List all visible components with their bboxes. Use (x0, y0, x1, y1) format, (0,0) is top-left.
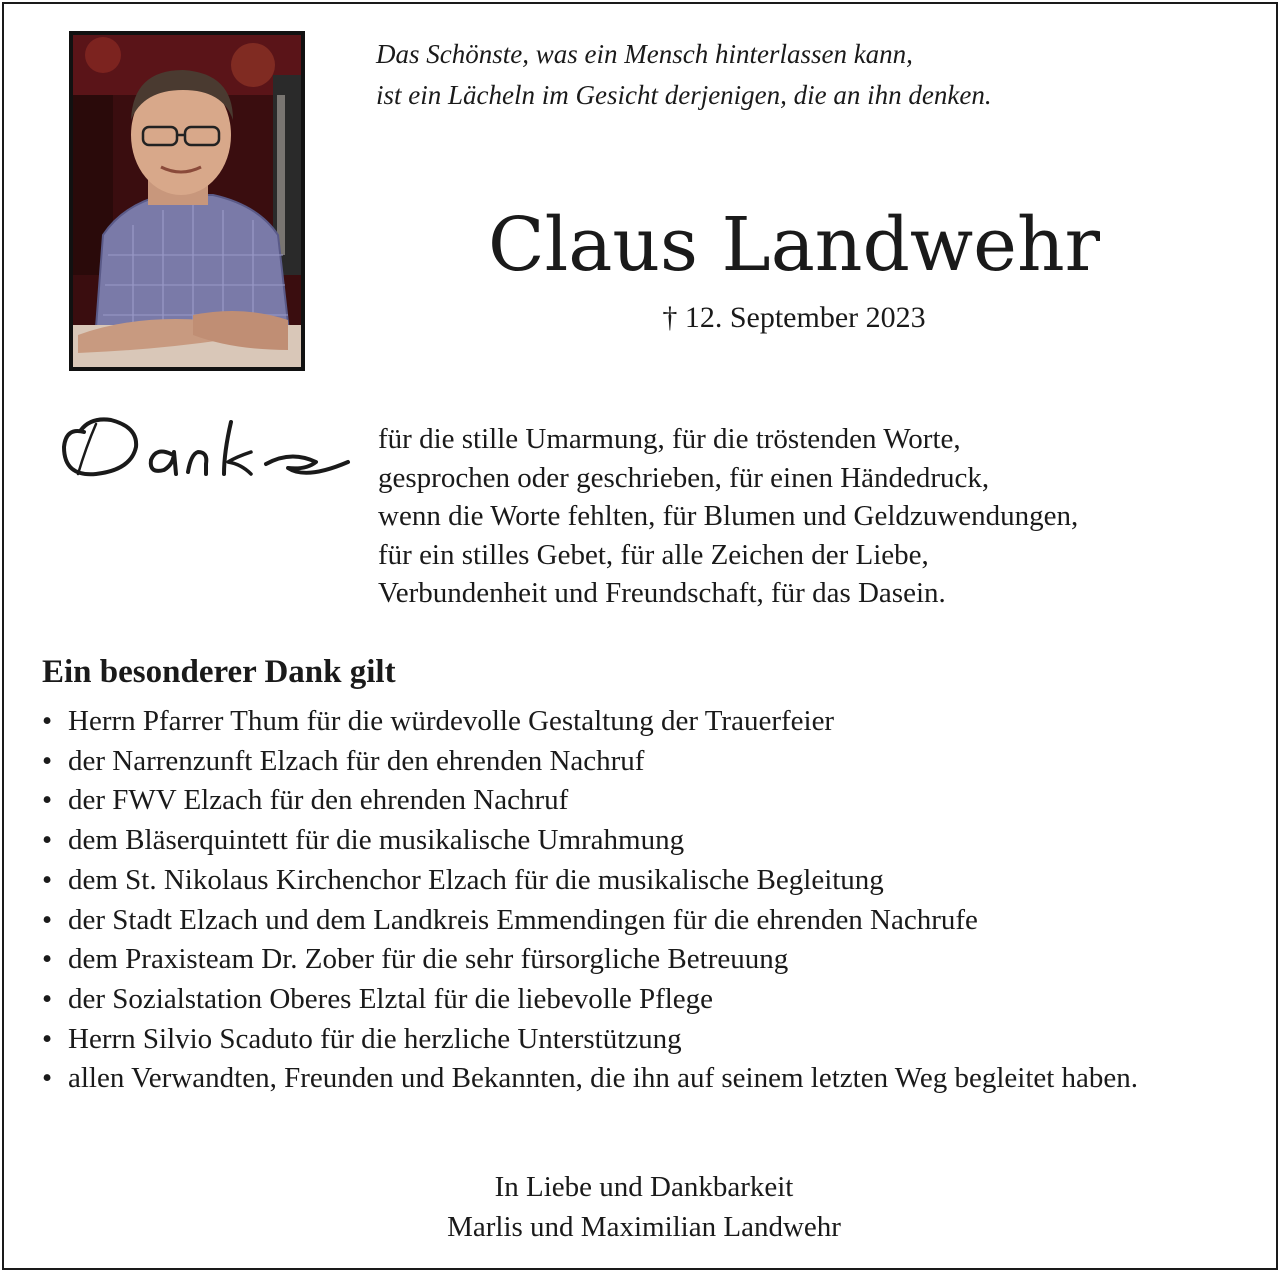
closing-line-1: In Liebe und Dankbarkeit (494, 1171, 794, 1203)
thanks-paragraph (378, 420, 1268, 613)
bullet-icon: • (42, 943, 53, 976)
list-item-text: allen Verwandten, Freunden und Bekannten, die ihn auf seinem letzten Weg begleitet haben. (68, 1062, 1139, 1095)
list-item (42, 980, 1252, 1020)
bullet-icon: • (42, 744, 53, 777)
list-item (42, 861, 1252, 901)
list-item (42, 742, 1252, 782)
special-thanks-list (42, 702, 1252, 1099)
thanks-line: für die stille Umarmung, für die tröstenden Worte, (378, 423, 961, 455)
thanks-line: für ein stilles Gebet, für alle Zeichen der Liebe, (378, 538, 929, 571)
thanks-line: Verbundenheit und Freundschaft, für das Dasein. (378, 577, 946, 609)
bullet-icon: • (42, 1062, 53, 1095)
list-item-text: dem Praxisteam Dr. Zober für die sehr fürsorgliche Betreuung (68, 943, 789, 976)
list-item-text: dem St. Nikolaus Kirchenchor Elzach für die musikalische Begleitung (68, 863, 884, 896)
list-item (42, 821, 1252, 861)
thanks-line: gesprochen oder geschrieben, für einen Händedruck, (378, 461, 990, 494)
bullet-icon: • (42, 824, 53, 857)
bullet-icon: • (42, 784, 53, 817)
list-item (42, 940, 1252, 980)
list-item (42, 901, 1252, 941)
list-item-text: der FWV Elzach für den ehrenden Nachruf (68, 784, 569, 817)
bullet-icon: • (42, 982, 53, 1015)
bullet-icon: • (42, 705, 53, 737)
bullet-icon: • (42, 1022, 53, 1055)
danke-script-graphic (56, 402, 356, 492)
deceased-name: Claus Landwehr (487, 202, 1101, 288)
memorial-quote (376, 34, 1236, 116)
list-item-text: Herrn Pfarrer Thum für die würdevolle Gestaltung der Trauerfeier (68, 705, 835, 737)
danke-handwritten-signature (56, 402, 356, 492)
list-item-text: der Sozialstation Oberes Elztal für die liebevolle Pflege (68, 982, 714, 1015)
closing-signature (244, 1167, 1044, 1247)
quote-line-1: Das Schönste, was ein Mensch hinterlassen kann, (376, 39, 913, 69)
portrait-image (73, 35, 301, 367)
list-item (42, 781, 1252, 821)
quote-line-2: ist ein Lächeln im Gesicht derjenigen, die an ihn denken. (376, 80, 992, 110)
list-item (42, 1059, 1178, 1099)
list-item-text: Herrn Silvio Scaduto für die herzliche Unterstützung (68, 1022, 682, 1055)
thanks-line: wenn die Worte fehlten, für Blumen und Geldzuwendungen, (378, 500, 1079, 532)
portrait-photo (69, 31, 305, 371)
list-item-text: der Stadt Elzach und dem Landkreis Emmendingen für die ehrenden Nachrufe (68, 903, 978, 936)
bullet-icon: • (42, 903, 53, 936)
bullet-icon: • (42, 863, 53, 896)
list-item-text: der Narrenzunft Elzach für den ehrenden Nachruf (68, 744, 645, 777)
death-date: † 12. September 2023 (662, 301, 926, 334)
special-thanks-heading: Ein besonderer Dank gilt (42, 654, 396, 690)
list-item (42, 1020, 1252, 1060)
obituary-notice (2, 2, 1278, 1270)
list-item-text: dem Bläserquintett für die musikalische Umrahmung (68, 824, 685, 857)
closing-family-names: Marlis und Maximilian Landwehr (447, 1211, 841, 1243)
list-item (42, 702, 1252, 742)
